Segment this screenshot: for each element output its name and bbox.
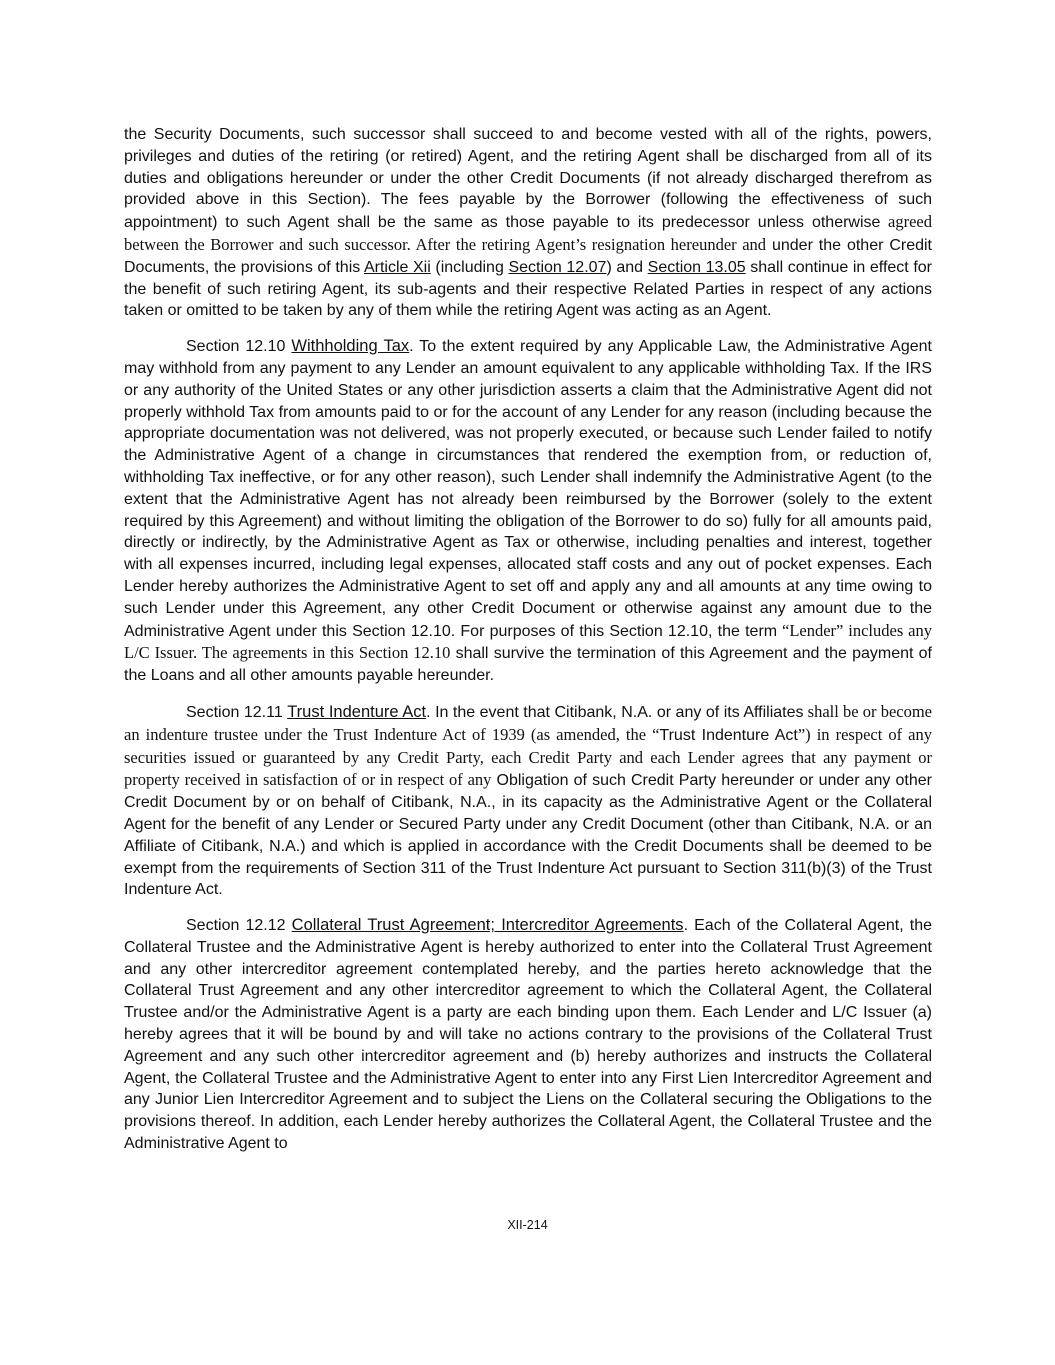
paragraph-text: shall be or become an indenture trustee under the Trust Indenture Act of 1939 (as amended, the “ <box>124 701 932 744</box>
paragraph-text: under the other Credit Documents, the provisions of this <box>124 236 933 276</box>
paragraph-text: shall continue in effect for the benefit of such retiring Agent, its sub-agents and their respective Related Parties in respect of any actions taken or omitted to be taken by any of them while the retiring Agent was acting as an Agent. <box>124 258 932 320</box>
section-heading: Trust Indenture Act <box>287 702 427 721</box>
paragraph-text: . Each of the Collateral Agent, the Collateral Trustee and the Administrative Agent is hereby authorized to enter into the Collateral Trust Agreement and any other intercreditor agreement contemplated hereby, and the parties hereto acknowledge that the Collateral Trust Agreement and any other intercreditor agreement to which the Collateral Agent, the Collateral Trustee and/or the Administrative Agent is a party are each binding upon them. Each Lender and L/C Issuer (a) hereby agrees that it will be bound by and will take no actions contrary to the provisions of the Collateral Trust Agreement and any such other intercreditor agreement and (b) hereby authorizes and instructs the Collateral Agent, the Collateral Trustee and the Administrative Agent to enter into any First Lien Intercreditor Agreement and any Junior Lien Intercreditor Agreement and to subject the Liens on the Collateral securing the Obligations to the provisions thereof. In addition, each Lender hereby authorizes the Collateral Agent, the Collateral Trustee and the Administrative Agent to <box>124 917 933 1153</box>
document-page <box>124 124 932 1169</box>
section-heading: Collateral Trust Agreement; Intercreditor Agreements <box>291 916 684 935</box>
paragraph-text: ”) in respect of any securities issued or guaranteed by any Credit Party, each Credit Party and each Lender agrees that any payment or property received in satisfaction of or in respect of any <box>124 724 932 790</box>
paragraph-text: (including <box>430 258 509 276</box>
section-12-10 <box>124 336 932 687</box>
paragraph-text: the Security Documents, such successor shall succeed to and become vested with all of the rights, powers, privileges and duties of the retiring (or retired) Agent, and the retiring Agent shall be discharged from all of its duties and obligations hereunder or under the other Credit Documents (if not already discharged therefrom as provided above in this Section). The fees payable by the Borrower (following the effectiveness of such appointment) to such Agent shall be the same as those payable to its predecessor unless otherwise <box>124 126 932 232</box>
section-12-07-link[interactable]: Section 12.07 <box>508 258 607 276</box>
paragraph-text: . To the extent required by any Applicable Law, the Administrative Agent may withhold from any payment to any Lender an amount equivalent to any applicable withholding Tax. If the IRS or any authority of the United States or any other jurisdiction asserts a claim that the Administrative Agent did not properly withhold Tax from amounts paid to or for the account of any Lender for any reason (including because the appropriate documentation was not delivered, was not properly executed, or because such Lender failed to notify the Administrative Agent of a change in circumstances that rendered the exemption from, or reduction of, withholding Tax ineffective, or for any other reason), such Lender shall indemnify the Administrative Agent (to the extent that the Administrative Agent has not already been reimbursed by the Borrower (solely to the extent required by this Agreement) and without limiting the obligation of the Borrower to do so) fully for all amounts paid, directly or indirectly, by the Administrative Agent as Tax or otherwise, including penalties and interest, together with all expenses incurred, including legal expenses, allocated staff costs and any out of pocket expenses. Each Lender hereby authorizes the Administrative Agent to set off and apply any and all amounts at any time owing to such Lender under this Agreement, any other Credit Document or otherwise against any amount due to the Administrative Agent under this Section 12.10. For purposes of this Section 12.10, the term <box>124 338 932 640</box>
section-number: Section 12.11 <box>186 703 288 721</box>
section-number: Section 12.12 <box>186 917 292 935</box>
section-13-05-link[interactable]: Section 13.05 <box>647 258 746 276</box>
paragraph-text: ) and <box>606 258 648 276</box>
defined-term: Trust Indenture Act <box>659 726 798 744</box>
paragraph-successor-agent <box>124 124 932 322</box>
paragraph-text: agreed between the Borrower and such successor. After the retiring Agent’s resignation hereunder and <box>124 212 932 254</box>
paragraph-text: “Lender” includes any L/C Issuer. The agreements in this Section 12.10 <box>124 620 932 663</box>
paragraph-text: . In the event that Citibank, N.A. or any of its Affiliates <box>426 703 804 721</box>
paragraph-text: Obligation of such Credit Party hereunder or under any other Credit Document by or on behalf of Citibank, N.A., in its capacity as the Administrative Agent or the Collateral Agent for the benefit of any Lender or Secured Party under any Credit Document (other than Citibank, N.A. or an Affiliate of Citibank, N.A.) and which is applied in accordance with the Credit Documents shall be deemed to be exempt from the requirements of Section 311 of the Trust Indenture Act pursuant to Section 311(b)(3) of the Trust Indenture Act. <box>124 772 932 899</box>
section-number: Section 12.10 <box>186 338 292 356</box>
article-xii-link[interactable]: Article Xii <box>363 258 431 276</box>
section-12-12 <box>124 915 932 1155</box>
section-heading: Withholding Tax <box>291 337 410 356</box>
paragraph-text: shall survive the termination of this Agreement and the payment of the Loans and all other amounts payable hereunder. <box>124 645 933 685</box>
section-12-11 <box>124 701 932 901</box>
page-number: XII-214 <box>507 1218 548 1232</box>
